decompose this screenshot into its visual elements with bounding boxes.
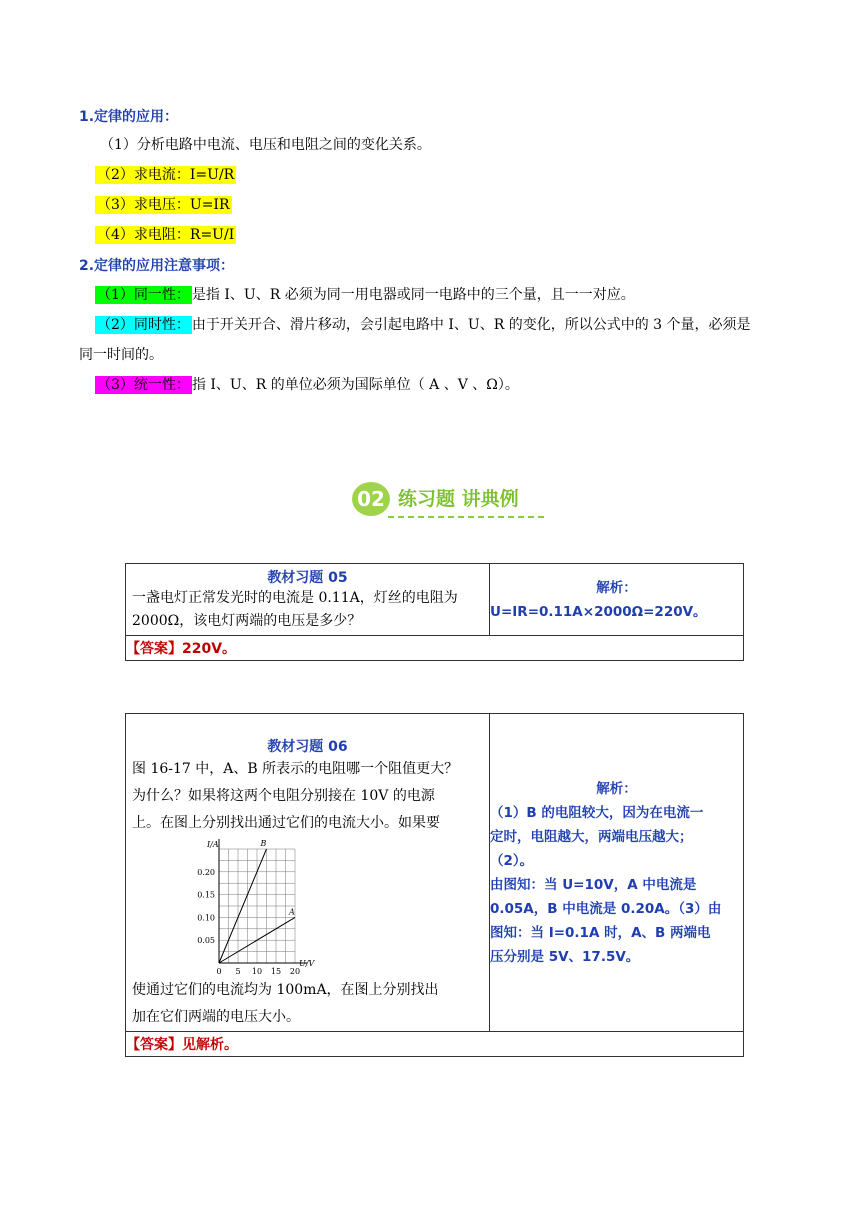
x-tick-label-0: 0 [216,967,222,976]
section1-item-2: （2）求电流：I=U/R [97,167,235,183]
exercise05-analysis: U=IR=0.11A×2000Ω=220V。 [490,603,707,620]
exercise06-analysis-line2: 定时，电阻越大，两端电压越大； [490,828,693,845]
y-tick-label-0.15: 0.15 [197,890,215,900]
exercise06-analysis-line1: （1）B 的电阻较大，因为在电流一 [490,804,704,821]
text-unity: 指 I、U、R 的单位必须为国际单位（ A 、V 、Ω）。 [191,377,519,393]
figure-16-17-chart [126,837,490,977]
text-consistency: 是指 I、U、R 必须为同一用电器或同一电路中的三个量，且一一对应。 [191,287,635,303]
exercise06-analysis-line6: 图知：当 I=0.1A 时，A、B 两端电 [490,924,711,941]
x-tick-label-20: 20 [289,967,301,976]
exercise05-question-line2: 2000Ω，该电灯两端的电压是多少？ [132,612,362,629]
banner-underline [388,516,544,518]
exercise05-title: 教材习题 05 [267,569,348,586]
tag-unity: （3）统一性： [97,377,190,393]
y-axis-label: I/A [207,840,219,849]
y-tick-label-0.05: 0.05 [197,936,215,946]
series-label-A: A [289,907,295,917]
exercise06-table [125,713,744,1057]
section2-heading: 2.定律的应用注意事项： [79,258,235,274]
exercise05-table [125,563,744,661]
exercise06-analysis-line5: 0.05A，B 中电流是 0.20A。（3）由 [490,900,722,917]
tag-consistency: （1）同一性： [97,287,190,303]
exercise06-analysis-title: 解析： [596,780,637,797]
section1-item-3: （3）求电压：U=IR [97,197,230,213]
exercise06-analysis-line3: （2）。 [490,852,534,869]
y-tick-label-0.20: 0.20 [197,867,215,877]
banner-title: 练习题 讲典例 [398,488,519,510]
exercise06-question-line1: 图 16-17 中，A、B 所表示的电阻哪一个阻值更大？ [132,761,459,777]
exercise06-analysis-cell [490,714,744,1032]
exercise05-analysis-title: 解析： [596,579,637,596]
text-simultaneity-cont: 同一时间的。 [79,347,163,363]
exercise06-question-line2: 为什么？如果将这两个电阻分别接在 10V 的电源 [132,788,435,804]
rule-simultaneity [95,315,751,335]
section1-item-4: （4）求电阻：R=U/I [97,227,235,243]
exercise05-question-cell [126,564,490,636]
rule-unity [95,375,519,395]
exercise06-analysis-line4: 由图知：当 U=10V，A 中电流是 [490,876,697,893]
exercise06-question-line3: 上。在图上分别找出通过它们的电流大小。如果要 [132,815,440,831]
exercise05-answer: 【答案】220V。 [126,636,744,661]
exercise05-question-line1: 一盏电灯正常发光时的电流是 0.11A，灯丝的电阻为 [132,589,458,606]
series-label-B: B [260,839,267,848]
tag-simultaneity: （2）同时性： [97,317,190,333]
section1-item-1: （1）分析电路中电流、电压和电阻之间的变化关系。 [100,137,431,153]
exercise06-question-line5: 加在它们两端的电压大小。 [132,1009,300,1025]
exercise06-analysis-line7: 压分别是 5V、17.5V。 [490,948,640,965]
text-simultaneity: 由于开关开合、滑片移动，会引起电路中 I、U、R 的变化，所以公式中的 3 个量，必须是 [191,317,751,333]
exercise06-title: 教材习题 06 [267,739,348,755]
exercise05-analysis-cell [490,564,744,636]
exercise06-question-cell [126,714,490,1032]
x-tick-label-15: 15 [270,967,282,976]
x-tick-label-10: 10 [251,967,263,976]
x-axis-label: U/V [299,959,315,968]
banner-number: 02 [352,482,390,516]
section-banner [352,480,548,520]
x-tick-label-5: 5 [235,967,241,976]
y-tick-label-0.10: 0.10 [197,913,215,923]
exercise06-question-line4: 使通过它们的电流均为 100mA，在图上分别找出 [132,982,439,998]
rule-consistency [95,285,635,305]
exercise06-answer: 【答案】见解析。 [126,1032,744,1057]
section1-heading: 1.定律的应用： [79,109,179,125]
